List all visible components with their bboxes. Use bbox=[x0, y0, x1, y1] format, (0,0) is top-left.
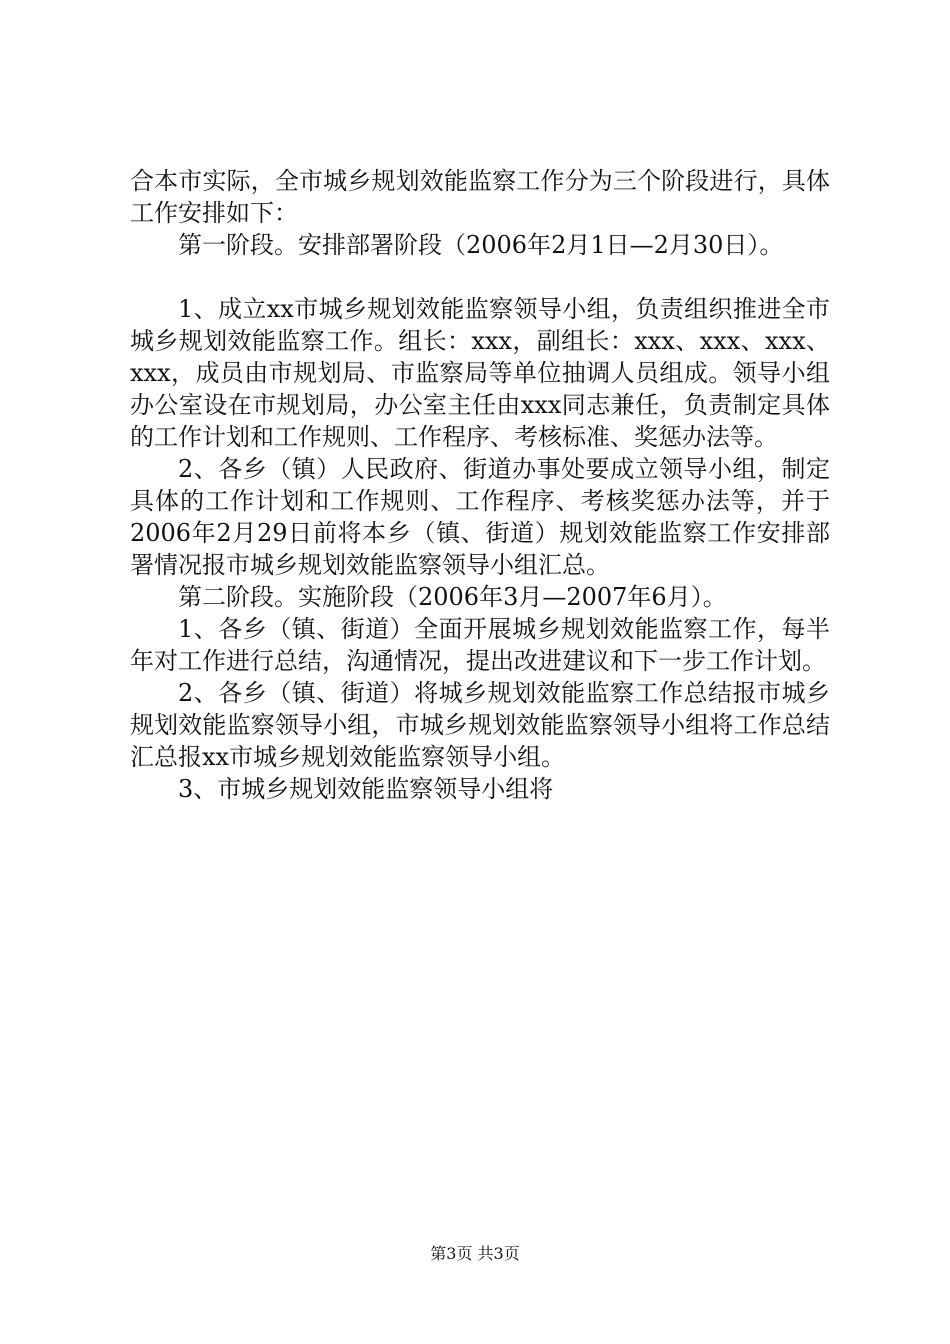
heading-phase-two: 第二阶段。实施阶段（2006年3月—2007年6月）。 bbox=[178, 583, 727, 611]
document-body bbox=[130, 165, 830, 805]
page-number: 第3页 共3页 bbox=[430, 1244, 520, 1263]
page-footer bbox=[0, 1244, 950, 1264]
paragraph-phase-one-item-2: 2、各乡（镇）人民政府、街道办事处要成立领导小组，制定具体的工作计划和工作规则、工作程序、考核奖惩办法等，并于2006年2月29日前将本乡（镇、街道）规划效能监察工作安排部署情况报市城乡规划效能监察领导小组汇总。 bbox=[130, 455, 830, 579]
paragraph-phase-one-item-1: 1、成立xx市城乡规划效能监察领导小组，负责组织推进全市城乡规划效能监察工作。组长：xxx，副组长：xxx、xxx、xxx、xxx，成员由市规划局、市监察局等单位抽调人员组成。领导小组办公室设在市规划局，办公室主任由xxx同志兼任，负责制定具体的工作计划和工作规则、工作程序、考核标准、奖惩办法等。 bbox=[130, 295, 830, 451]
heading-phase-one: 第一阶段。安排部署阶段（2006年2月1日—2月30日）。 bbox=[178, 231, 784, 259]
paragraph-phase-two-item-2: 2、各乡（镇、街道）将城乡规划效能监察工作总结报市城乡规划效能监察领导小组，市城乡规划效能监察领导小组将工作总结汇总报xx市城乡规划效能监察领导小组。 bbox=[130, 679, 830, 771]
paragraph-phase-two-item-3: 3、市城乡规划效能监察领导小组将 bbox=[178, 775, 554, 803]
paragraph-phase-two-item-1: 1、各乡（镇、街道）全面开展城乡规划效能监察工作，每半年对工作进行总结，沟通情况，提出改进建议和下一步工作计划。 bbox=[130, 615, 830, 675]
paragraph-intro: 合本市实际，全市城乡规划效能监察工作分为三个阶段进行，具体工作安排如下： bbox=[130, 167, 830, 227]
